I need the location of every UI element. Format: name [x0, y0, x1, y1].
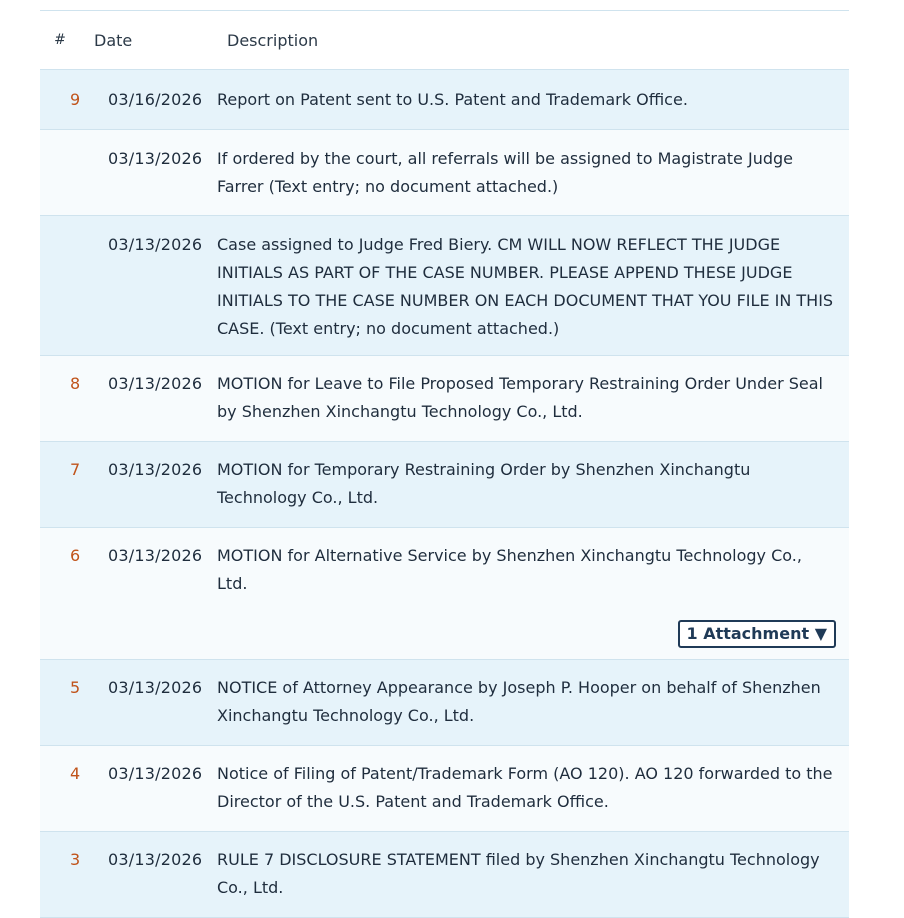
docket-entry-7 [40, 442, 849, 528]
entry-date: 03/13/2026 [108, 678, 203, 697]
entry-date: 03/13/2026 [108, 850, 203, 869]
table-header [40, 11, 849, 70]
entry-number[interactable]: 5 [70, 678, 81, 697]
attachment-area [217, 598, 837, 648]
entry-description: MOTION for Leave to File Proposed Temporary Restraining Order Under Seal by Shenzhen Xinchangtu Technology Co., Ltd. [217, 374, 823, 421]
attachments-dropdown-button[interactable]: 1 Attachment ▼ [678, 620, 837, 648]
entry-description: MOTION for Alternative Service by Shenzhen Xinchangtu Technology Co., Ltd. [217, 546, 802, 593]
entry-description: Report on Patent sent to U.S. Patent and Trademark Office. [217, 90, 688, 109]
entry-number[interactable]: 3 [70, 850, 81, 869]
docket-entry-6 [40, 528, 849, 660]
entry-description: RULE 7 DISCLOSURE STATEMENT filed by Shenzhen Xinchangtu Technology Co., Ltd. [217, 850, 820, 897]
entry-description: NOTICE of Attorney Appearance by Joseph P. Hooper on behalf of Shenzhen Xinchangtu Technology Co., Ltd. [217, 678, 821, 725]
date-column-header: Date [94, 30, 133, 50]
docket-entry-8 [40, 356, 849, 442]
docket-entry-5 [40, 660, 849, 746]
entry-number[interactable]: 9 [70, 90, 81, 109]
docket-entry-unnumbered-referral [40, 130, 849, 216]
entry-number[interactable]: 8 [70, 374, 81, 393]
docket-entry-9 [40, 70, 849, 130]
entry-date: 03/13/2026 [108, 460, 203, 479]
entry-date: 03/13/2026 [108, 546, 203, 565]
entry-description: Case assigned to Judge Fred Biery. CM WILL NOW REFLECT THE JUDGE INITIALS AS PART OF THE CASE NUMBER. PLEASE APPEND THESE JUDGE INITIALS TO THE CASE NUMBER ON EACH DOCUMENT THAT YOU FILE IN THIS CASE. (Text entry; no document attached.) [217, 235, 834, 338]
entry-date: 03/13/2026 [108, 235, 203, 254]
entry-description: Notice of Filing of Patent/Trademark Form (AO 120). AO 120 forwarded to the Director of the U.S. Patent and Trademark Office. [217, 764, 833, 811]
number-column-header: # [54, 32, 66, 48]
docket-entry-3 [40, 832, 849, 918]
entry-date: 03/16/2026 [108, 90, 203, 109]
entry-description-block [213, 542, 849, 648]
entry-date: 03/13/2026 [108, 374, 203, 393]
docket-table [40, 10, 849, 918]
entry-date: 03/13/2026 [108, 149, 203, 168]
entry-date: 03/13/2026 [108, 764, 203, 783]
entry-number[interactable]: 6 [70, 546, 81, 565]
entry-number[interactable]: 7 [70, 460, 81, 479]
description-column-header: Description [227, 30, 319, 50]
docket-entry-unnumbered-assignment [40, 216, 849, 356]
docket-entry-4 [40, 746, 849, 832]
entry-description: If ordered by the court, all referrals will be assigned to Magistrate Judge Farrer (Text entry; no document attached.) [217, 149, 793, 196]
entry-description: MOTION for Temporary Restraining Order by Shenzhen Xinchangtu Technology Co., Ltd. [217, 460, 751, 507]
entry-number[interactable]: 4 [70, 764, 81, 783]
